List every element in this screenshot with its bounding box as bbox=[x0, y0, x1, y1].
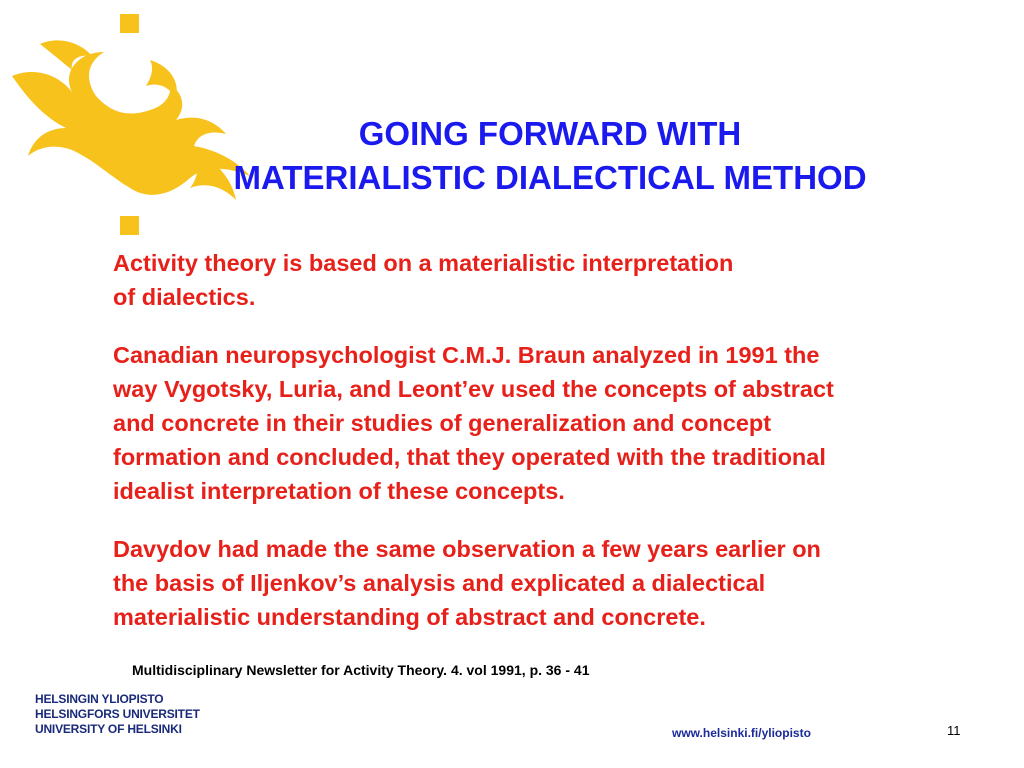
university-name bbox=[35, 692, 200, 737]
paragraph-3 bbox=[113, 532, 1003, 634]
university-name-en: UNIVERSITY OF HELSINKI bbox=[35, 722, 182, 736]
university-name-sv: HELSINGFORS UNIVERSITET bbox=[35, 707, 200, 721]
paragraph-line: formation and concluded, that they operated with the traditional bbox=[113, 444, 826, 470]
paragraph-line: of dialectics. bbox=[113, 284, 256, 310]
title-line-1: GOING FORWARD WITH bbox=[358, 115, 742, 152]
paragraph-line: idealist interpretation of these concepts. bbox=[113, 478, 565, 504]
university-name-fi: HELSINGIN YLIOPISTO bbox=[35, 692, 164, 706]
title-line-2: MATERIALISTIC DIALECTICAL METHOD bbox=[233, 159, 867, 196]
slide-title bbox=[150, 112, 950, 200]
paragraph-line: Activity theory is based on a materialistic interpretation bbox=[113, 250, 734, 276]
paragraph-line: materialistic understanding of abstract and concrete. bbox=[113, 604, 706, 630]
page-number: 11 bbox=[947, 723, 961, 738]
paragraph-2 bbox=[113, 338, 1003, 508]
paragraph-line: the basis of Iljenkov’s analysis and explicated a dialectical bbox=[113, 570, 766, 596]
slide-body bbox=[113, 246, 1003, 634]
citation: Multidisciplinary Newsletter for Activity Theory. 4. vol 1991, p. 36 - 41 bbox=[132, 662, 590, 678]
footer-url[interactable]: www.helsinki.fi/yliopisto bbox=[672, 726, 811, 740]
paragraph-line: and concrete in their studies of generalization and concept bbox=[113, 410, 772, 436]
paragraph-1 bbox=[113, 246, 1003, 314]
paragraph-line: Canadian neuropsychologist C.M.J. Braun analyzed in 1991 the bbox=[113, 342, 820, 368]
paragraph-line: way Vygotsky, Luria, and Leont’ev used the concepts of abstract bbox=[113, 376, 834, 402]
paragraph-line: Davydov had made the same observation a few years earlier on bbox=[113, 536, 821, 562]
